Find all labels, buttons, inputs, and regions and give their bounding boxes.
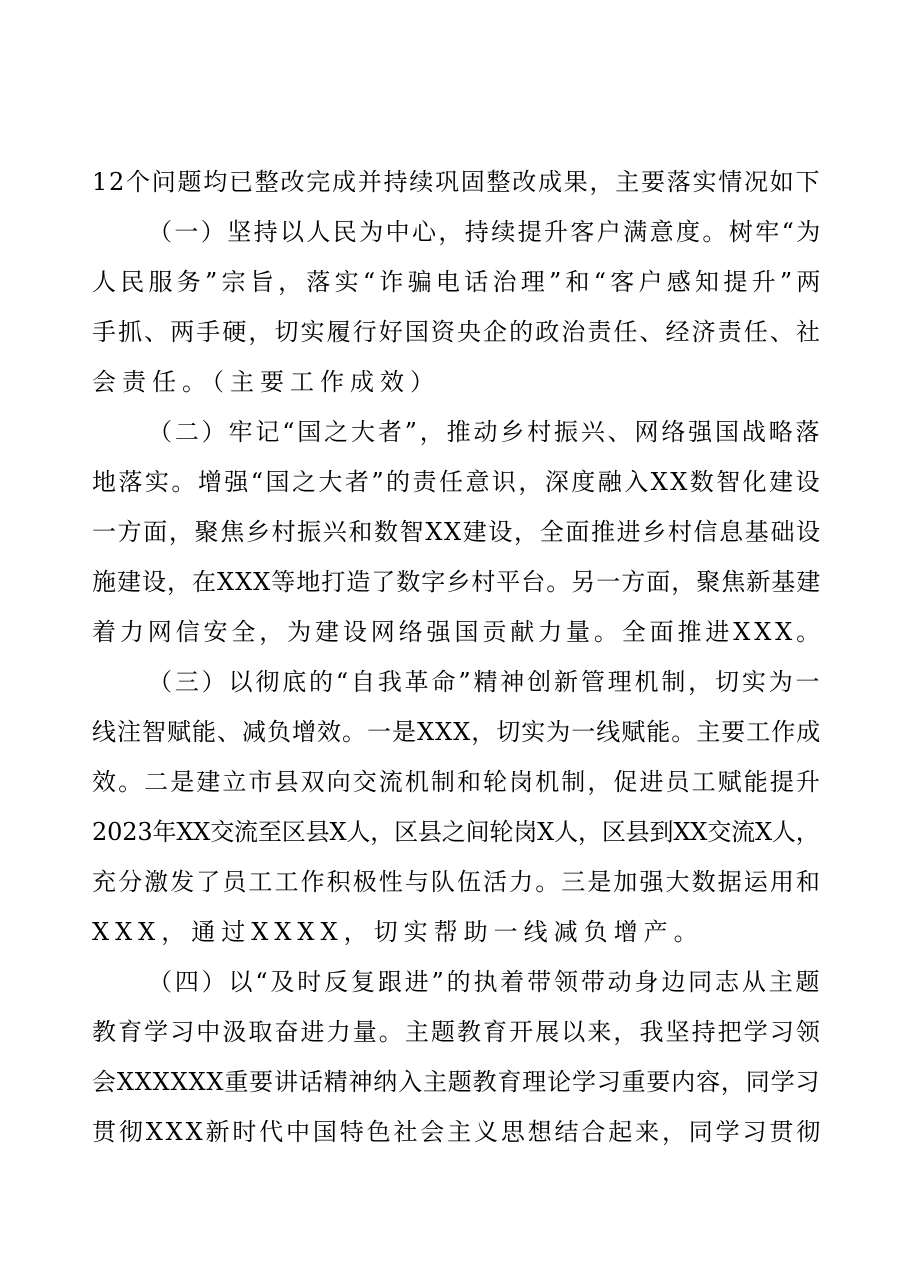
text-line: XXX，通过XXXX，切实帮助一线减负增产。	[92, 918, 704, 946]
text-line: 贯彻XXX新时代中国特色社会主义思想结合起来，同学习贯彻	[92, 1118, 824, 1146]
text-line: （三）以彻底的“自我革命”精神创新管理机制，切实为一	[148, 668, 823, 696]
text-line: 人民服务”宗旨，落实“诈骗电话治理”和“客户感知提升”两	[92, 268, 825, 296]
text-line: 12个问题均已整改完成并持续巩固整改成果，主要落实情况如下	[92, 168, 822, 196]
text-line: 效。二是建立市县双向交流机制和轮岗机制，促进员工赋能提升	[92, 768, 822, 796]
text-line: （二）牢记“国之大者”，推动乡村振兴、网络强国战略落	[148, 418, 823, 446]
text-line: （一）坚持以人民为中心，持续提升客户满意度。树牢“为	[148, 218, 823, 246]
text-line: 着力网信安全，为建设网络强国贡献力量。全面推进XXX。	[92, 618, 825, 646]
text-line: 教育学习中汲取奋进力量。主题教育开展以来，我坚持把学习领	[92, 1018, 822, 1046]
text-line: 充分激发了员工工作积极性与队伍活力。三是加强大数据运用和	[92, 868, 822, 896]
text-line: 线注智赋能、减负增效。一是XXX，切实为一线赋能。主要工作成	[92, 718, 822, 746]
text-line: （四）以“及时反复跟进”的执着带领带动身边同志从主题	[148, 968, 823, 996]
text-line: 2023年XX交流至区县X人，区县之间轮岗X人，区县到XX交流X人，	[92, 818, 820, 846]
text-line: 手抓、两手硬，切实履行好国资央企的政治责任、经济责任、社	[92, 318, 822, 346]
text-line: 会XXXXXX重要讲话精神纳入主题教育理论学习重要内容，同学习	[92, 1068, 821, 1096]
text-line: 施建设，在XXX等地打造了数字乡村平台。另一方面，聚焦新基建	[92, 568, 822, 596]
text-line: 会责任。（主要工作成效）	[92, 368, 440, 396]
text-line: 一方面，聚焦乡村振兴和数智XX建设，全面推进乡村信息基础设	[92, 518, 822, 546]
text-line: 地落实。增强“国之大者”的责任意识，深度融入XX数智化建设	[92, 468, 823, 496]
